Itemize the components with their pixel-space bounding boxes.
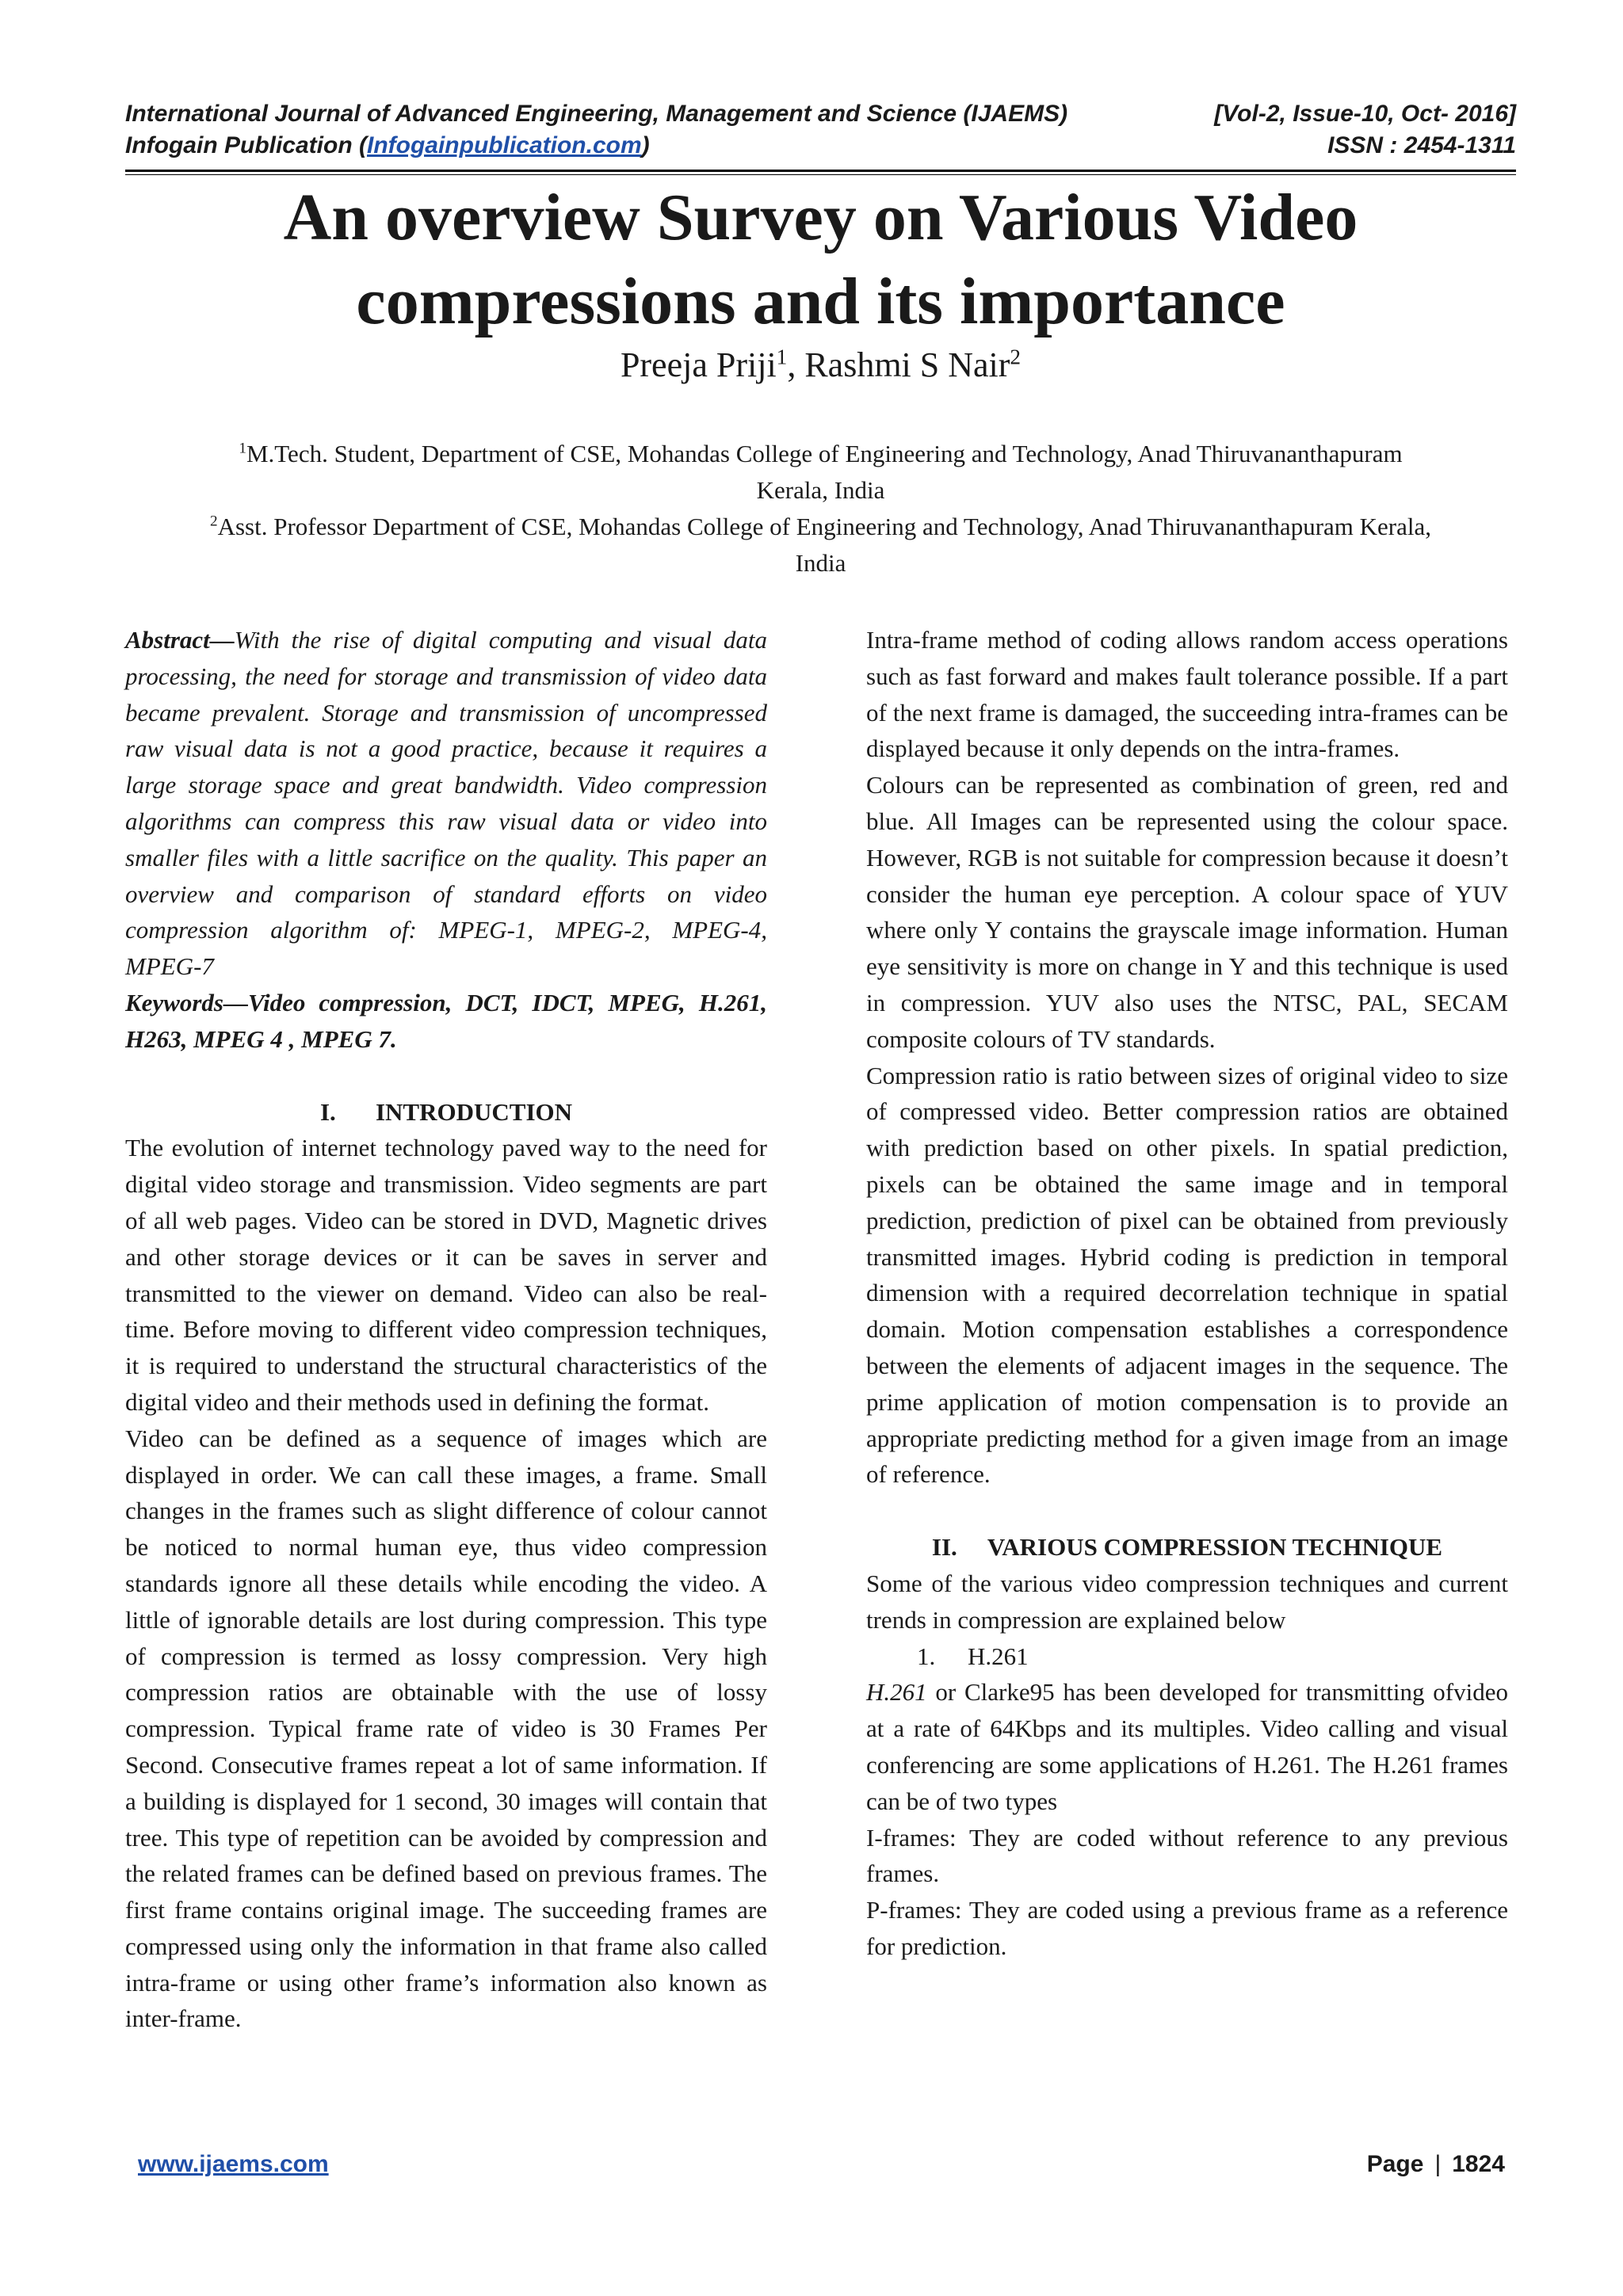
section-1-number: I. xyxy=(319,1097,336,1126)
header-rule xyxy=(125,170,1516,175)
publisher xyxy=(125,130,650,162)
page-number: 1824 xyxy=(1452,2151,1505,2177)
page-label: Page xyxy=(1366,2151,1424,2177)
abstract-label: Abstract— xyxy=(125,626,235,654)
affiliations xyxy=(125,436,1516,582)
keywords-text: Video compression, DCT, IDCT, MPEG, H.261, H263, MPEG 4 , MPEG 7. xyxy=(125,988,767,1053)
right-column xyxy=(866,622,1508,1965)
section-2-intro: Some of the various video compression techniques and current trends in compression are explained below xyxy=(866,1569,1508,1634)
h261-text: or Clarke95 has been developed for transmitting ofvideo at a rate of 64Kbps and its multiples. Video calling and visual conferencing are some applications of H.261. The H.261 frames can be of two types xyxy=(866,1678,1508,1815)
authors xyxy=(125,343,1516,387)
page-number-block xyxy=(1367,2149,1505,2180)
affiliation-1-line-1: M.Tech. Student, Department of CSE, Mohandas College of Engineering and Technology, Anad Thiruvananthapuram xyxy=(246,440,1403,467)
publisher-prefix: Infogain Publication ( xyxy=(125,132,367,158)
section-heading-compression xyxy=(866,1529,1508,1566)
issn: ISSN : 2454-1311 xyxy=(1327,132,1516,158)
page-separator: | xyxy=(1434,2151,1442,2177)
subsection-title: H.261 xyxy=(968,1642,1029,1670)
affiliation-1 xyxy=(125,436,1516,472)
i-frames-paragraph: I-frames: They are coded without reference to any previous frames. xyxy=(866,1823,1508,1888)
colour-paragraph: Colours can be represented as combination of green, red and blue. All Images can be represented using the colour space. However, RGB is not suitable for compression because it doesn’t consider the human eye perception. A colour space of YUV where only Y contains the grayscale image information. Human eye sensitivity is more on change in Y and this technique is used in compression. YUV also uses the NTSC, PAL, SECAM composite colours of TV standards. xyxy=(866,771,1508,1053)
subsection-h261 xyxy=(866,1638,1508,1675)
publisher-suffix: ) xyxy=(641,132,650,158)
footer-website-link[interactable]: www.ijaems.com xyxy=(138,2151,329,2177)
intra-frame-paragraph: Intra-frame method of coding allows random access operations such as fast forward and makes fault tolerance possible. If a part of the next frame is damaged, the succeeding intra-frames can be displayed because it only depends on the intra-frames. xyxy=(866,626,1508,763)
page-footer xyxy=(138,2149,1505,2180)
affiliation-2 xyxy=(125,509,1516,545)
affiliation-1-line-2: Kerala, India xyxy=(756,476,885,504)
publisher-link[interactable]: Infogainpublication.com xyxy=(366,132,642,158)
author-separator: , xyxy=(787,345,805,384)
section-2-title: VARIOUS COMPRESSION TECHNIQUE xyxy=(987,1533,1443,1562)
title-line-2: compressions and its importance xyxy=(356,265,1285,338)
abstract xyxy=(125,622,767,985)
volume-issue: [Vol-2, Issue-10, Oct- 2016] xyxy=(1214,101,1516,127)
section-2-number: II. xyxy=(931,1533,957,1562)
section-1-title: INTRODUCTION xyxy=(375,1097,573,1126)
affiliation-1-sup: 1 xyxy=(239,440,246,457)
h261-paragraph xyxy=(866,1674,1508,1819)
journal-name: International Journal of Advanced Engineering, Management and Science (IJAEMS) xyxy=(125,101,1068,127)
intro-paragraph-1: The evolution of internet technology paved way to the need for digital video storage and transmission. Video segments are part of all web pages. Video can be stored in DVD, Magnetic drives and other storage devices or it can be saves in server and transmitted to the viewer on demand. Video can also be real-time. Before moving to different video compression techniques, it is required to understand the structural characteristics of the digital video and their methods used in defining the format. xyxy=(125,1134,767,1416)
intro-paragraph-2: Video can be defined as a sequence of images which are displayed in order. We can call these images, a frame. Small changes in the frames such as slight difference of colour cannot be noticed to normal human eye, thus video compression standards ignore all these details while encoding the video. A little of ignorable details are lost during compression. This type of compression is termed as lossy compression. Very high compression ratios are obtainable with the use of lossy compression. Typical frame rate of video is 30 Frames Per Second. Consecutive frames repeat a lot of same information. If a building is displayed for 1 second, 30 images will contain that tree. This type of repetition can be avoided by compression and the related frames can be defined based on previous frames. The first frame contains original image. The succeeding frames are compressed using only the information in that frame also called intra-frame or using other frame’s information also known as inter-frame. xyxy=(125,1424,767,2033)
abstract-text: With the rise of digital computing and visual data processing, the need for storage and transmission of video data became prevalent. Storage and transmission of uncompressed raw visual data is not a good practice, because it requires a large storage space and great bandwidth. Video compression algorithms can compress this raw visual data or video into smaller files with a little sacrifice on the quality. This paper an overview and comparison of standard efforts on video compression algorithm of: MPEG-1, MPEG-2, MPEG-4, MPEG-7 xyxy=(125,626,767,981)
paper-title xyxy=(125,176,1516,344)
affiliation-2-line-1: Asst. Professor Department of CSE, Mohandas College of Engineering and Technology, Anad Thiruvananthapuram Kerala, xyxy=(217,513,1431,540)
keywords-label: Keywords— xyxy=(125,988,248,1016)
affiliation-2-line-2: India xyxy=(795,549,846,577)
author-2: Rashmi S Nair xyxy=(804,345,1010,384)
keywords xyxy=(125,985,767,1058)
title-line-1: An overview Survey on Various Video xyxy=(283,181,1358,254)
compression-ratio-paragraph: Compression ratio is ratio between sizes of original video to size of compressed video. Better compression ratios are obtained with prediction based on other pixels. In spatial prediction, pixels can be obtained the same image and in temporal prediction, prediction of pixel can be obtained from previously transmitted images. Hybrid coding is prediction in temporal dimension with a required decorrelation technique in spatial domain. Motion compensation establishes a correspondence between the elements of adjacent images in the sequence. The prime application of motion compensation is to provide an appropriate predicting method for a given image from an image of reference. xyxy=(866,1061,1508,1489)
author-1: Preeja Priji xyxy=(620,345,777,384)
section-heading-introduction xyxy=(125,1094,767,1131)
author-1-sup: 1 xyxy=(776,345,788,369)
author-2-sup: 2 xyxy=(1010,345,1022,369)
p-frames-paragraph: P-frames: They are coded using a previous frame as a reference for prediction. xyxy=(866,1896,1508,1960)
h261-term: H.261 xyxy=(866,1678,927,1707)
left-column xyxy=(125,622,767,2037)
subsection-number: 1. xyxy=(917,1642,936,1670)
affiliation-2-sup: 2 xyxy=(209,513,218,530)
running-header xyxy=(125,98,1516,162)
